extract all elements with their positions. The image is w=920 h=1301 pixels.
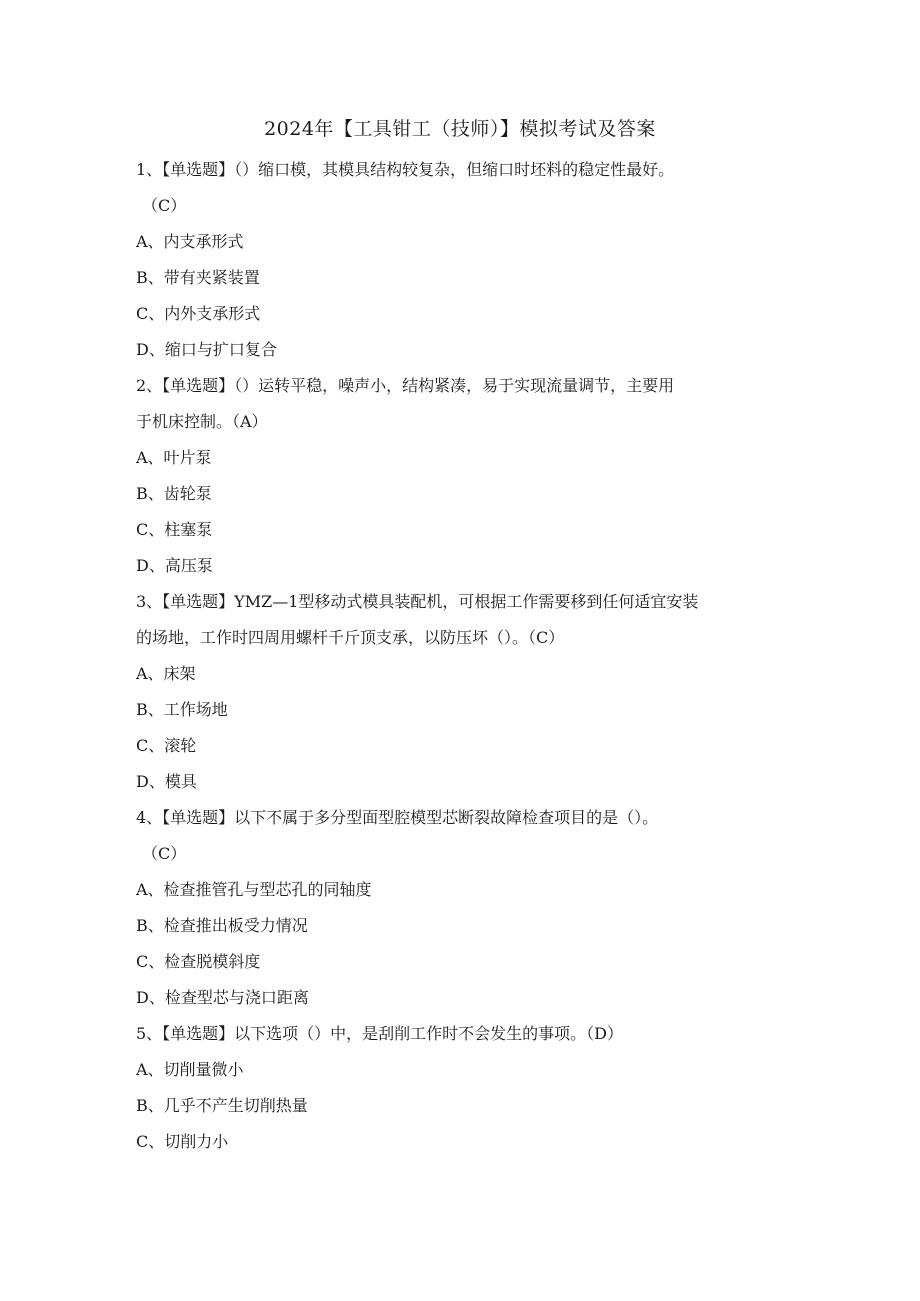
- answer-option: A、检查推管孔与型芯孔的同轴度: [136, 880, 372, 899]
- answer-option: A、叶片泵: [136, 448, 212, 467]
- answer-option: D、模具: [136, 772, 197, 791]
- answer-option: B、齿轮泵: [136, 484, 212, 503]
- question-1: [136, 152, 786, 368]
- answer-option: D、检查型芯与浇口距离: [136, 988, 309, 1007]
- question-stem: 1、【单选题】（）缩口模，其模具结构较复杂，但缩口时坯料的稳定性最好。: [136, 160, 675, 179]
- question-5: [136, 1016, 786, 1160]
- answer-option: B、几乎不产生切削热量: [136, 1096, 308, 1115]
- question-stem: 3、【单选题】YMZ—1型移动式模具装配机，可根据工作需要移到任何适宜安装: [136, 592, 699, 611]
- answer-option: B、带有夹紧装置: [136, 268, 260, 287]
- question-list: [136, 152, 786, 1160]
- answer-option: D、缩口与扩口复合: [136, 340, 277, 359]
- answer-option: C、滚轮: [136, 736, 197, 755]
- question-stem-continued: 的场地，工作时四周用螺杆千斤顶支承，以防压坏（）。（C）: [136, 628, 565, 647]
- document-title: 2024年【工具钳工（技师）】模拟考试及答案: [264, 118, 656, 140]
- answer-option: A、床架: [136, 664, 196, 683]
- answer-option: C、切削力小: [136, 1132, 229, 1151]
- answer-option: B、检查推出板受力情况: [136, 916, 308, 935]
- answer-option: B、工作场地: [136, 700, 228, 719]
- answer-option: A、切削量微小: [136, 1060, 244, 1079]
- question-4: [136, 800, 786, 1016]
- answer-option: C、检查脱模斜度: [136, 952, 261, 971]
- question-3: [136, 584, 786, 800]
- question-stem-continued: 于机床控制。（A）: [136, 412, 268, 431]
- question-stem-continued: （C）: [142, 844, 187, 863]
- answer-option: C、内外支承形式: [136, 304, 261, 323]
- question-stem: 2、【单选题】（）运转平稳，噪声小，结构紧凑，易于实现流量调节，主要用: [136, 376, 675, 395]
- answer-option: D、高压泵: [136, 556, 213, 575]
- answer-option: A、内支承形式: [136, 232, 244, 251]
- question-2: [136, 368, 786, 584]
- question-stem: 4、【单选题】以下不属于多分型面型腔模型芯断裂故障检查项目的是（）。: [136, 808, 659, 827]
- question-stem-continued: （C）: [142, 196, 187, 215]
- answer-option: C、柱塞泵: [136, 520, 213, 539]
- question-stem: 5、【单选题】以下选项（）中，是刮削工作时不会发生的事项。（D）: [136, 1024, 624, 1043]
